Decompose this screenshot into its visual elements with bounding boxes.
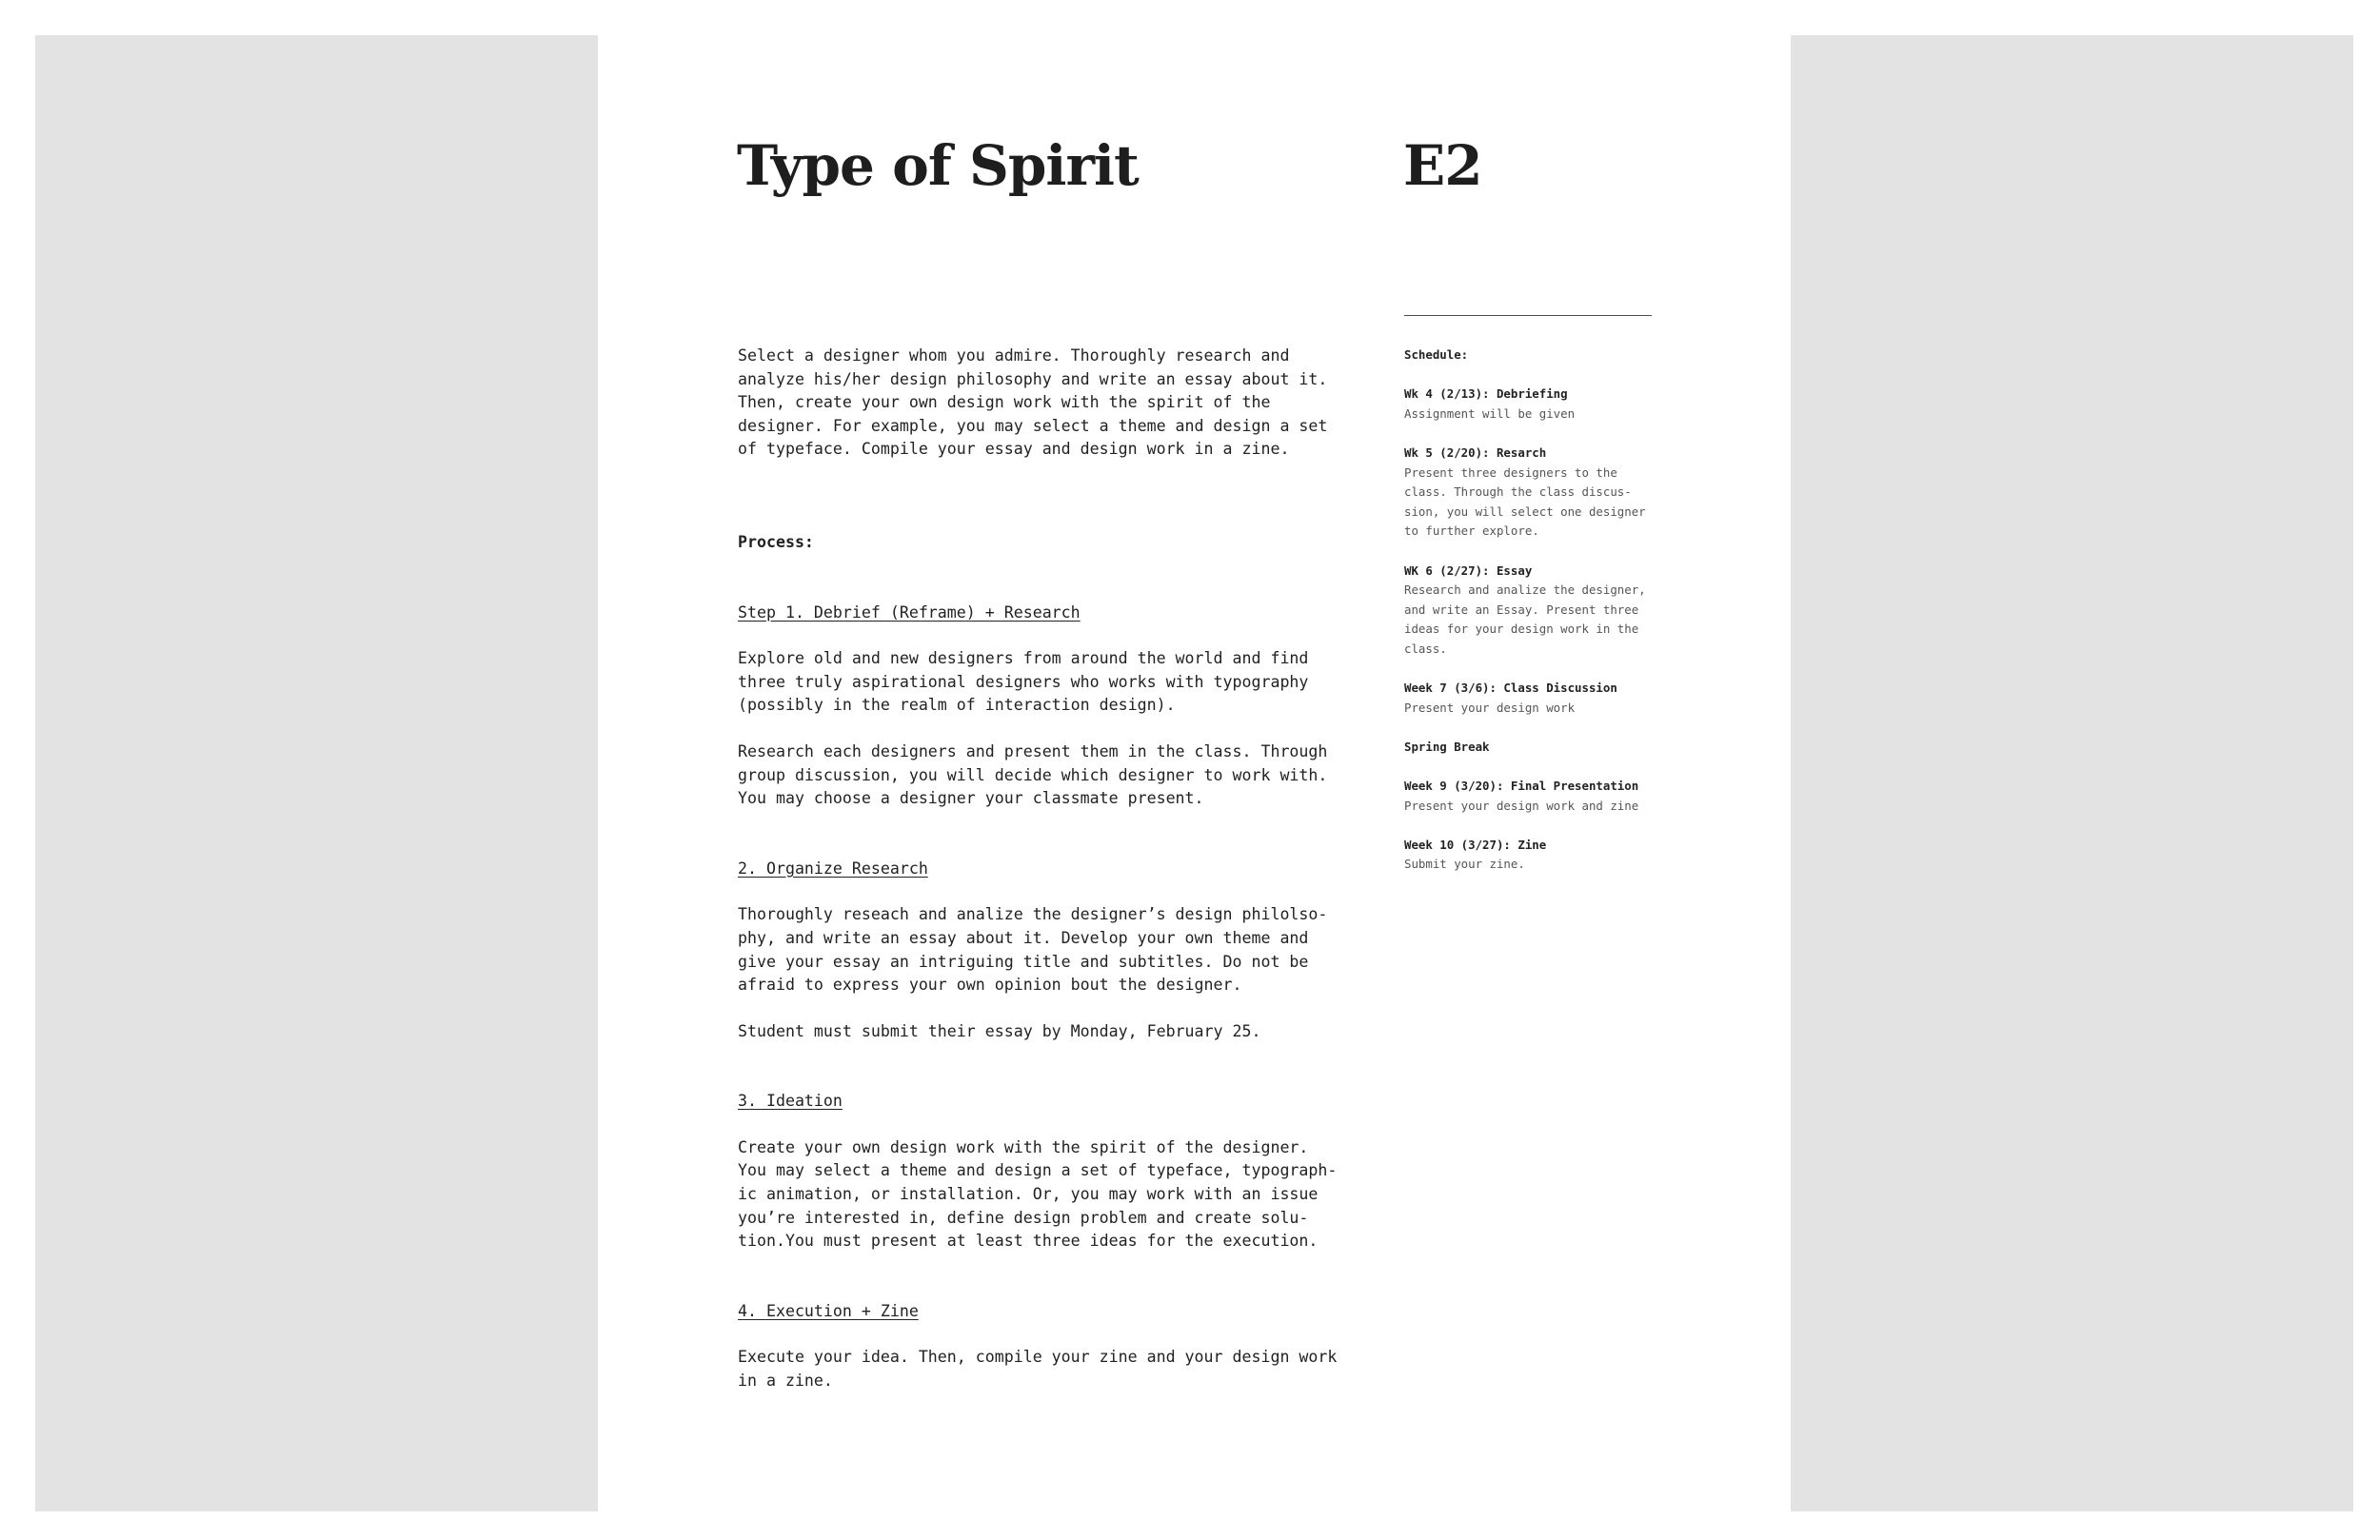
text-line: three truly aspirational designers who works with typography [738, 672, 1309, 691]
text-line: group discussion, you will decide which designer to work with. [738, 765, 1328, 784]
text-line: you’re interested in, define design problem and create solu- [738, 1208, 1309, 1227]
process-label: Process: [738, 532, 814, 551]
text-line: Present three designers to the [1404, 464, 1617, 480]
schedule-entry-week-4 [1404, 385, 1671, 424]
intro-paragraph [738, 345, 1347, 462]
schedule-title: Schedule: [1404, 347, 1469, 362]
schedule-entry-week-10 [1404, 836, 1671, 875]
schedule-entry-desc [1404, 581, 1671, 659]
schedule-entry-head: Week 7 (3/6): Class Discussion [1404, 681, 1617, 696]
text-line: Research and analize the designer, [1404, 582, 1646, 598]
schedule-entry-desc [1404, 699, 1671, 719]
left-gray-panel [35, 35, 598, 1511]
text-line: in a zine. [738, 1372, 833, 1391]
intro-line: Then, create your own design work with the spirit of the [738, 393, 1271, 412]
step-2-paragraph-2 [738, 1020, 1347, 1044]
text-line: and write an Essay. Present three [1404, 602, 1639, 617]
text-line: afraid to express your own opinion bout the designer. [738, 976, 1242, 995]
text-line: Research each designers and present them in the class. Through [738, 741, 1328, 760]
schedule-entry-week-6 [1404, 562, 1671, 660]
text-line: class. [1404, 641, 1447, 656]
step-2-paragraph-1 [738, 903, 1347, 997]
text-line: ic animation, or installation. Or, you may work with an issue [738, 1185, 1319, 1204]
text-line: Execute your idea. Then, compile your zine and your design work [738, 1348, 1338, 1367]
page-title: Type of Spirit [737, 133, 1139, 198]
text-line: phy, and write an essay about it. Develop your own theme and [738, 928, 1309, 947]
text-line: class. Through the class discus- [1404, 484, 1632, 500]
schedule-divider [1404, 315, 1652, 316]
step-3-paragraph-1 [738, 1136, 1347, 1254]
text-line: tion.You must present at least three ideas for the execution. [738, 1232, 1319, 1251]
text-line: to further explore. [1404, 523, 1539, 539]
step-1-heading: Step 1. Debrief (Reframe) + Research [738, 602, 1081, 622]
schedule-entry-head: Wk 5 (2/20): Resarch [1404, 444, 1547, 460]
text-line: Present your design work [1404, 700, 1576, 715]
text-line: ideas for your design work in the [1404, 622, 1639, 637]
schedule-entry-desc [1404, 405, 1671, 424]
schedule-entry-head: Week 10 (3/27): Zine [1404, 837, 1547, 852]
step-3-heading: 3. Ideation [738, 1092, 843, 1111]
schedule-entry-desc [1404, 855, 1671, 875]
schedule-entry-head: Wk 4 (2/13): Debriefing [1404, 386, 1568, 402]
intro-line: analyze his/her design philosophy and write an essay about it. [738, 369, 1328, 388]
text-line: Student must submit their essay by Monday, February 25. [738, 1021, 1261, 1040]
project-code: E2 [1403, 133, 1482, 198]
schedule-entry-head: Spring Break [1404, 739, 1490, 754]
schedule-column [1404, 346, 1671, 895]
schedule-entry-desc [1404, 464, 1671, 542]
schedule-entry-week-9 [1404, 777, 1671, 816]
intro-line: designer. For example, you may select a theme and design a set [738, 416, 1328, 435]
text-line: give your essay an intriguing title and subtitles. Do not be [738, 952, 1309, 971]
text-line: Submit your zine. [1404, 857, 1525, 872]
schedule-entry-desc [1404, 797, 1671, 817]
intro-line: of typeface. Compile your essay and design work in a zine. [738, 440, 1290, 459]
text-line: Assignment will be given [1404, 405, 1576, 421]
schedule-entry-week-7 [1404, 679, 1671, 718]
text-line: Explore old and new designers from around the world and find [738, 649, 1309, 668]
step-2-heading: 2. Organize Research [738, 859, 928, 878]
step-1-paragraph-1 [738, 647, 1347, 718]
text-line: Thoroughly reseach and analize the designer’s design philolso- [738, 905, 1328, 924]
schedule-entry-week-5 [1404, 444, 1671, 542]
text-line: (possibly in the realm of interaction design). [738, 696, 1176, 715]
schedule-entry-spring-break [1404, 738, 1671, 758]
text-line: sion, you will select one designer [1404, 503, 1646, 519]
step-4-heading: 4. Execution + Zine [738, 1301, 919, 1320]
step-1-paragraph-2 [738, 740, 1347, 811]
text-line: Present your design work and zine [1404, 798, 1639, 813]
step-4-paragraph-1 [738, 1346, 1347, 1392]
text-line: You may choose a designer your classmate present. [738, 789, 1204, 808]
text-line: Create your own design work with the spirit of the designer. [738, 1137, 1309, 1156]
schedule-entry-head: Week 9 (3/20): Final Presentation [1404, 779, 1639, 794]
right-gray-panel [1791, 35, 2353, 1511]
text-line: You may select a theme and design a set of typeface, typograph- [738, 1161, 1338, 1180]
intro-line: Select a designer whom you admire. Thoroughly research and [738, 346, 1290, 365]
assignment-body [738, 345, 1347, 1416]
schedule-entry-head: WK 6 (2/27): Essay [1404, 563, 1533, 578]
